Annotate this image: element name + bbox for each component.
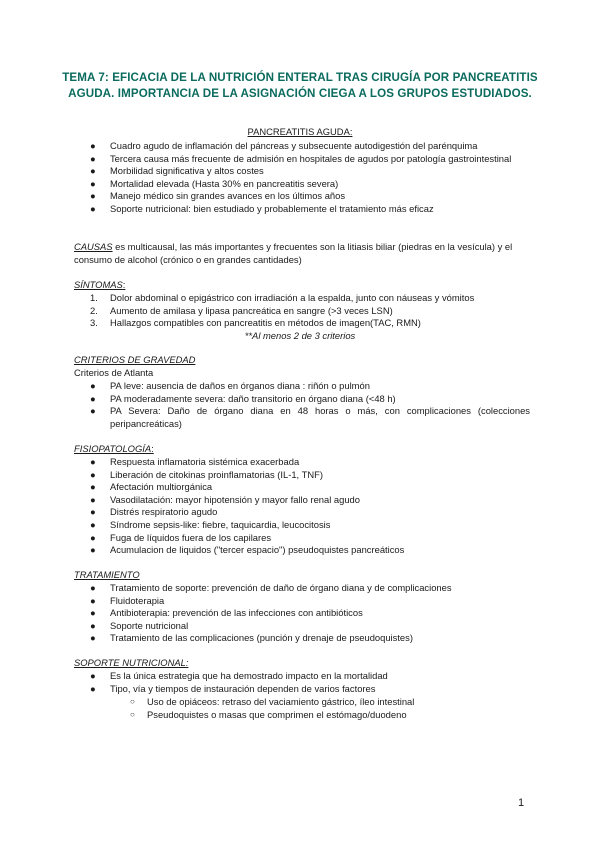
list-item: ● Vasodilatación: mayor hipotensión y mayor fallo renal agudo bbox=[90, 493, 360, 505]
soporte-sublist bbox=[130, 696, 414, 721]
list-item: ● Cuadro agudo de inflamación del páncreas y subsecuente autodigestión del parénquima bbox=[90, 140, 478, 151]
gravedad-subheading: Criterios de Atlanta bbox=[74, 367, 154, 378]
list-item: ● Afectación multiorgánica bbox=[90, 481, 213, 493]
bullet-icon: ● bbox=[90, 152, 96, 164]
tratamiento-list bbox=[90, 582, 452, 645]
bullet-icon: ● bbox=[90, 140, 96, 151]
bullet-icon: ● bbox=[90, 607, 96, 619]
list-item: 2. Aumento de amilasa y lipasa pancreática en sangre (>3 veces LSN) bbox=[90, 304, 393, 316]
list-item: ● Soporte nutricional bbox=[90, 619, 189, 631]
list-item: ○ Uso de opiáceos: retraso del vaciamiento gástrico, íleo intestinal bbox=[130, 696, 415, 707]
bullet-icon: ● bbox=[90, 177, 96, 189]
causas-paragraph: CAUSAS es multicausal, las más importantes y frecuentes son la litiasis biliar (piedras en la vesícula) y el consumo de alcohol (crónico o en grandes cantidades) bbox=[74, 241, 513, 265]
document-title bbox=[60, 70, 540, 102]
bullet-icon: ● bbox=[90, 481, 96, 493]
list-item: ● Mortalidad elevada (Hasta 30% en pancreatitis severa) bbox=[90, 177, 339, 189]
bullet-icon: ● bbox=[90, 468, 96, 480]
list-item: ● Antibioterapia: prevención de las infecciones con antibióticos bbox=[90, 607, 363, 619]
bullet-icon: ● bbox=[90, 518, 96, 530]
sintomas-list bbox=[90, 292, 474, 330]
list-item: ● Es la única estrategia que ha demostrado impacto en la mortalidad bbox=[90, 670, 388, 681]
circle-bullet-icon: ○ bbox=[130, 709, 135, 719]
bullet-icon: ● bbox=[90, 493, 96, 505]
page-number: 1 bbox=[518, 797, 525, 809]
gravedad-heading: CRITERIOS DE GRAVEDAD bbox=[74, 354, 196, 365]
sintomas-heading: SÍNTOMAS: bbox=[74, 279, 126, 290]
list-item: ● Fluidoterapia bbox=[90, 594, 165, 606]
list-item: ● Tercera causa más frecuente de admisión en hospitales de agudos por patología gastrointestinal bbox=[90, 152, 512, 164]
list-item: ● PA leve: ausencia de daños en órganos diana : riñón o pulmón bbox=[90, 380, 370, 391]
list-item: ● Distrés respiratorio agudo bbox=[90, 506, 218, 518]
list-item: ● Tratamiento de soporte: prevención de daño de órgano diana y de complicaciones bbox=[90, 582, 452, 593]
list-item: ● Tratamiento de las complicaciones (punción y drenaje de pseudoquistes) bbox=[90, 632, 413, 644]
soporte-list bbox=[90, 670, 388, 695]
bullet-icon: ● bbox=[90, 392, 96, 404]
bullet-icon: ● bbox=[90, 682, 96, 694]
list-item: ● Morbilidad significativa y altos costes bbox=[90, 165, 264, 177]
circle-bullet-icon: ○ bbox=[130, 697, 135, 706]
list-item: ● PA Severa: Daño de órgano diana en 48 horas o más, con complicaciones (colecciones peripancreáticas) bbox=[90, 405, 530, 429]
bullet-icon: ● bbox=[90, 405, 96, 417]
list-item: ● Soporte nutricional: bien estudiado y probablemente el tratamiento más eficaz bbox=[90, 202, 434, 214]
fisiopatologia-heading: FISIOPATOLOGÍA: bbox=[74, 443, 154, 454]
list-item: 1. Dolor abdominal o epigástrico con irradiación a la espalda, junto con náuseas y vómitos bbox=[90, 292, 475, 303]
list-item: ● Fuga de líquidos fuera de los capilares bbox=[90, 531, 272, 543]
bullet-icon: ● bbox=[90, 456, 96, 467]
bullet-icon: ● bbox=[90, 165, 96, 177]
bullet-icon: ● bbox=[90, 531, 96, 543]
list-item: ● Liberación de citokinas proinflamatorias (IL-1, TNF) bbox=[90, 468, 323, 480]
criteria-note: **Al menos 2 de 3 criterios bbox=[244, 330, 356, 341]
bullet-icon: ● bbox=[90, 632, 96, 644]
bullet-icon: ● bbox=[90, 619, 96, 631]
bullet-icon: ● bbox=[90, 190, 96, 202]
list-item: ● Acumulacion de liquidos ("tercer espacio") pseudoquistes pancreáticos bbox=[90, 544, 405, 556]
list-item: ● Tipo, vía y tiempos de instauración dependen de varios factores bbox=[90, 682, 376, 694]
title-line-1: TEMA 7: EFICACIA DE LA NUTRICIÓN ENTERAL TRAS CIRUGÍA POR PANCREATITIS bbox=[62, 71, 538, 84]
list-item: ● Síndrome sepsis-like: fiebre, taquicardia, leucocitosis bbox=[90, 518, 331, 530]
bullet-icon: ● bbox=[90, 202, 96, 214]
soporte-heading: SOPORTE NUTRICIONAL: bbox=[74, 657, 189, 668]
gravedad-list bbox=[90, 380, 530, 430]
bullet-icon: ● bbox=[90, 582, 96, 593]
list-item: ● Manejo médico sin grandes avances en los últimos años bbox=[90, 190, 346, 202]
pancreatitis-list bbox=[90, 140, 511, 216]
bullet-icon: ● bbox=[90, 380, 96, 391]
tratamiento-heading: TRATAMIENTO bbox=[74, 569, 140, 580]
list-item: ● Respuesta inflamatoria sistémica exacerbada bbox=[90, 456, 300, 467]
bullet-icon: ● bbox=[90, 670, 96, 681]
bullet-icon: ● bbox=[90, 544, 96, 556]
bullet-icon: ● bbox=[90, 594, 96, 606]
title-line-2: AGUDA. IMPORTANCIA DE LA ASIGNACIÓN CIEGA A LOS GRUPOS ESTUDIADOS. bbox=[68, 87, 532, 100]
bullet-icon: ● bbox=[90, 506, 96, 518]
fisiopatologia-list bbox=[90, 456, 404, 557]
pancreatitis-heading: PANCREATITIS AGUDA: bbox=[247, 126, 353, 137]
list-item: 3. Hallazgos compatibles con pancreatitis en métodos de imagen(TAC, RMN) bbox=[90, 317, 421, 329]
list-item: ○ Pseudoquistes o masas que comprimen el estómago/duodeno bbox=[130, 708, 407, 720]
list-item: ● PA moderadamente severa: daño transitorio en órgano diana (<48 h) bbox=[90, 392, 396, 404]
